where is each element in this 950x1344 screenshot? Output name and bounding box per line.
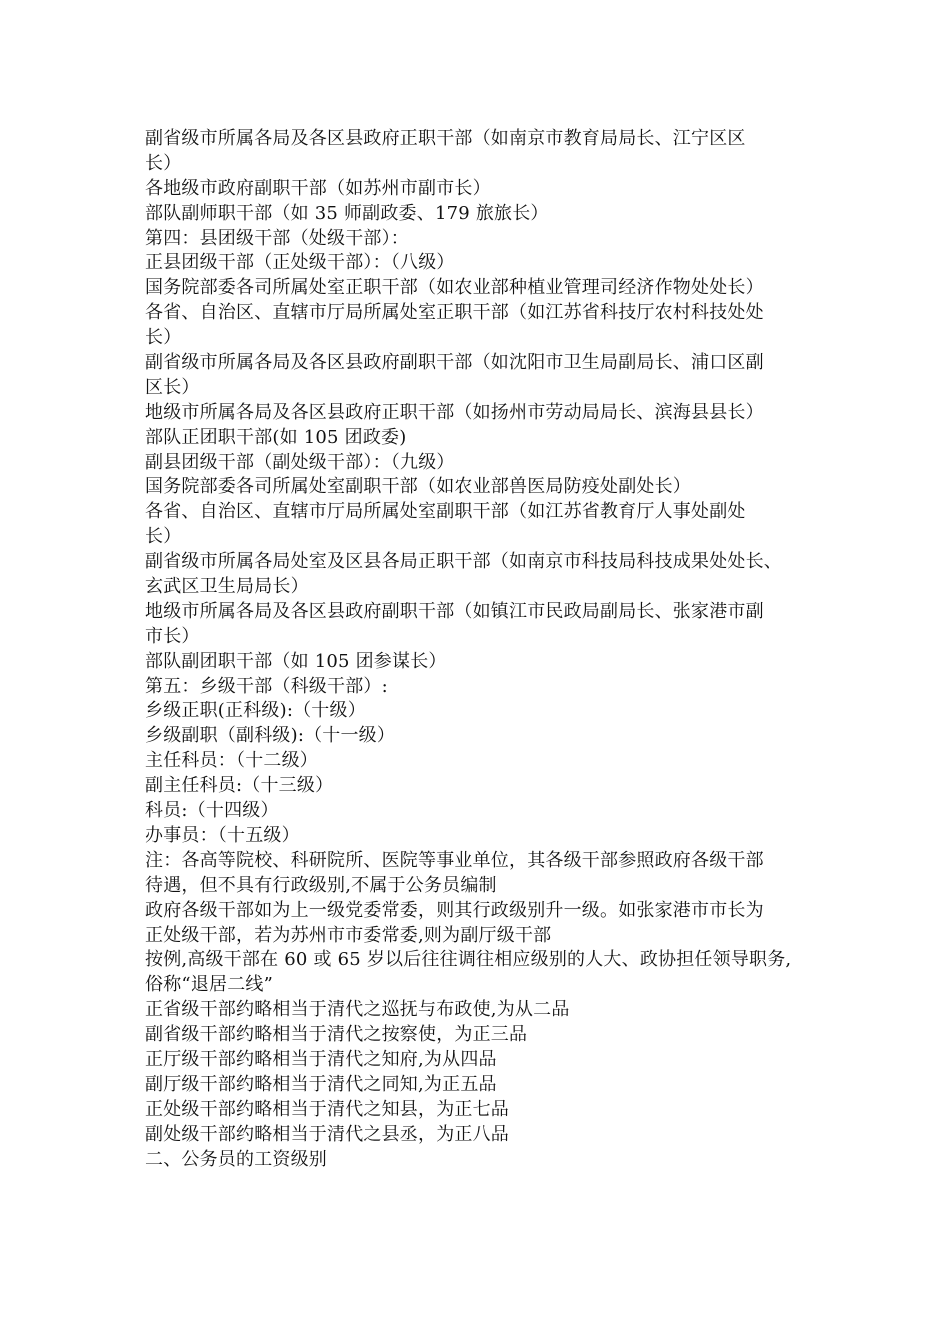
text-line: 各地级市政府副职干部（如苏州市副市长） [145,177,491,199]
text-line: 国务院部委各司所属处室正职干部（如农业部种植业管理司经济作物处处长） [145,277,764,299]
text-line: 按例,高级干部在 60 或 65 岁以后往往调往相应级别的人大、政协担任领导职务, [145,949,792,971]
text-line: 正处级干部约略相当于清代之知县，为正七品 [145,1098,509,1120]
text-line: 副省级市所属各局及各区县政府正职干部（如南京市教育局局长、江宁区区 [145,128,746,149]
text-line: 地级市所属各局及各区县政府副职干部（如镇江市民政局副局长、张家港市副 [145,600,764,622]
text-line: 副县团级干部（副处级干部）：（九级） [145,451,455,473]
text-line: 长） [145,152,182,174]
note-line: 待遇，但不具有行政级别,不属于公务员编制 [145,874,497,896]
text-line: 玄武区卫生局局长） [145,576,309,598]
text-line: 各省、自治区、直辖市厅局所属处室副职干部（如江苏省教育厅人事处副处 [145,501,746,523]
text-line: 地级市所属各局及各区县政府正职干部（如扬州市劳动局局长、滨海县县长） [145,401,764,423]
text-line: 部队副师职干部（如 35 师副政委、179 旅旅长） [145,202,549,224]
text-line: 部队正团职干部(如 105 团政委) [145,426,407,448]
text-line: 区长） [145,376,200,398]
text-line: 副厅级干部约略相当于清代之同知,为正五品 [145,1073,497,1095]
text-line: 政府各级干部如为上一级党委常委，则其行政级别升一级。如张家港市市长为 [145,899,764,921]
text-line: 各省、自治区、直辖市厅局所属处室正职干部（如江苏省科技厅农村科技处处 [145,302,764,324]
text-line: 科员:（十四级） [145,800,279,822]
text-line: 国务院部委各司所属处室副职干部（如农业部兽医局防疫处副处长） [145,476,691,498]
text-line: 乡级副职（副科级):（十一级） [145,725,396,747]
section-heading: 第四：县团级干部（处级干部）： [145,227,409,249]
text-line: 正厅级干部约略相当于清代之知府,为从四品 [145,1048,497,1070]
document-body [145,127,825,1172]
section-heading: 第五：乡级干部（科级干部）: [145,675,388,697]
text-line: 长） [145,327,182,349]
text-line: 副省级干部约略相当于清代之按察使，为正三品 [145,1024,528,1046]
text-line: 部队副团职干部（如 105 团参谋长） [145,650,447,672]
text-line: 副主任科员:（十三级） [145,775,334,797]
text-line: 市长） [145,625,200,647]
note-line: 注：各高等院校、科研院所、医院等事业单位，其各级干部参照政府各级干部 [145,849,764,871]
text-line: 副处级干部约略相当于清代之县丞，为正八品 [145,1123,509,1145]
text-line: 主任科员：（十二级） [145,750,318,772]
text-line: 副省级市所属各局处室及区县各局正职干部（如南京市科技局科技成果处处长、 [145,551,782,573]
text-line: 乡级正职(正科级):（十级） [145,700,366,722]
text-line: 办事员：（十五级） [145,824,300,846]
section-heading: 二、公务员的工资级别 [145,1148,327,1170]
text-line: 长） [145,526,182,548]
text-line: 正省级干部约略相当于清代之巡抚与布政使,为从二品 [145,999,570,1021]
text-line: 正县团级干部（正处级干部）：（八级） [145,252,455,274]
text-line: 俗称“退居二线” [145,974,274,996]
text-line: 副省级市所属各局及各区县政府副职干部（如沈阳市卫生局副局长、浦口区副 [145,352,764,374]
text-line: 正处级干部，若为苏州市市委常委,则为副厅级干部 [145,924,552,946]
